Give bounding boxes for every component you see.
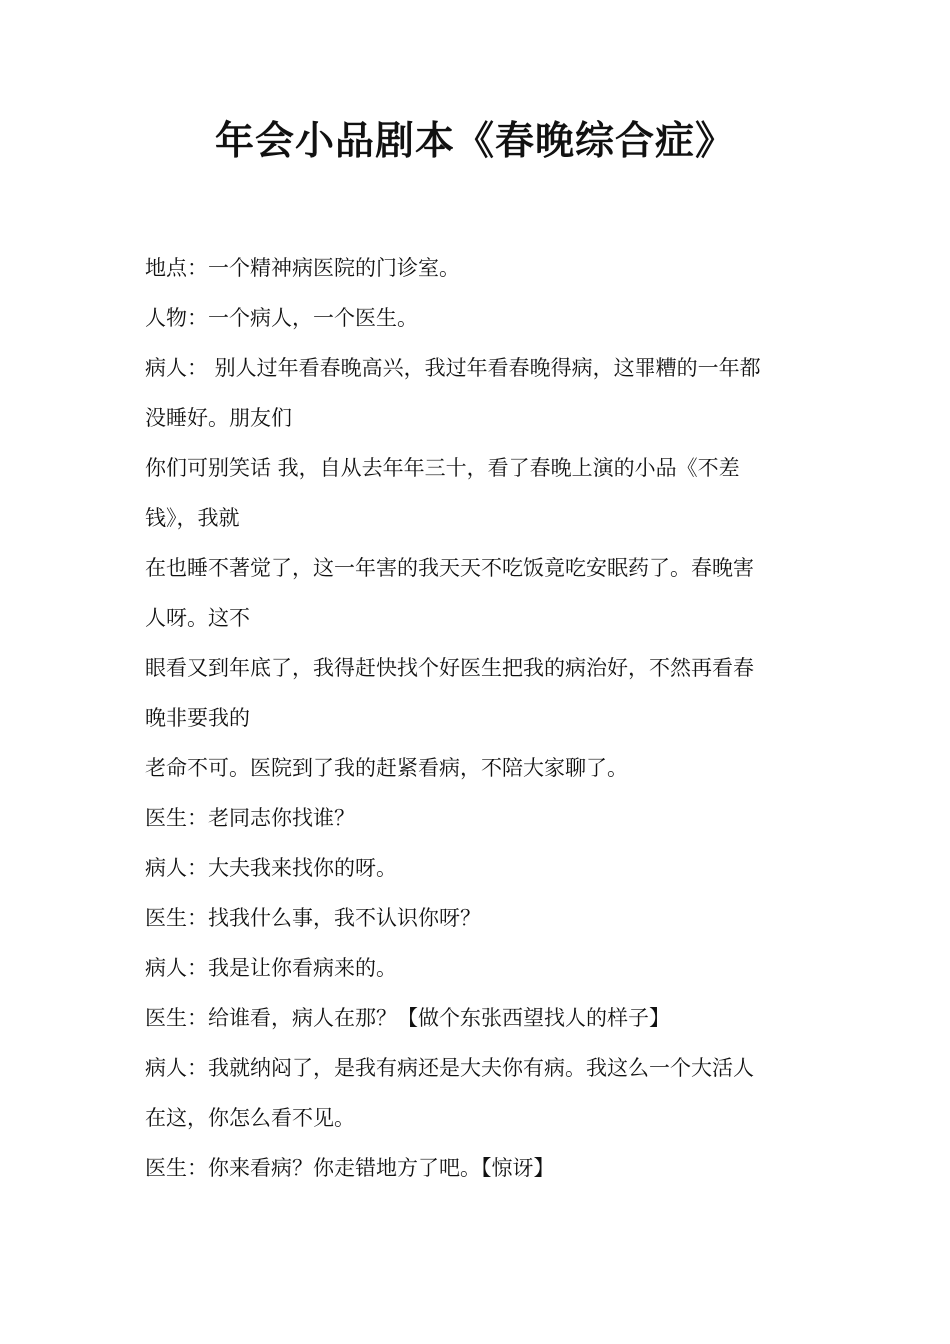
text-line: 你们可别笑话 我，自从去年年三十，看了春晚上演的小品《不差 — [145, 456, 740, 480]
dialogue-line: 病人：我是让你看病来的。 — [145, 956, 397, 980]
text-line-characters: 人物：一个病人，一个医生。 — [145, 306, 418, 330]
text-line: 晚非要我的 — [145, 706, 250, 730]
document-title: 年会小品剧本《春晚综合症》 — [214, 119, 735, 164]
dialogue-line: 病人：我就纳闷了，是我有病还是大夫你有病。我这么一个大活人 — [145, 1056, 754, 1080]
text-line-location: 地点：一个精神病医院的门诊室。 — [145, 256, 460, 280]
document-body — [145, 243, 810, 1193]
text-line: 没睡好。朋友们 — [145, 406, 292, 430]
dialogue-line: 医生：老同志你找谁？ — [145, 806, 355, 830]
text-line: 眼看又到年底了，我得赶快找个好医生把我的病治好，不然再看春 — [145, 656, 754, 680]
dialogue-line: 医生：找我什么事，我不认识你呀？ — [145, 906, 481, 930]
dialogue-line: 医生：你来看病？你走错地方了吧。【惊讶】 — [145, 1156, 555, 1180]
text-line: 病人： 别人过年看春晚高兴，我过年看春晚得病，这罪糟的一年都 — [145, 356, 761, 380]
dialogue-line: 病人：大夫我来找你的呀。 — [145, 856, 397, 880]
text-line: 老命不可。医院到了我的赶紧看病，不陪大家聊了。 — [145, 756, 628, 780]
text-line: 钱》，我就 — [145, 506, 240, 530]
dialogue-line: 在这，你怎么看不见。 — [145, 1106, 355, 1130]
dialogue-line: 医生：给谁看，病人在那？【做个东张西望找人的样子】 — [145, 1006, 670, 1030]
text-line: 在也睡不著觉了，这一年害的我天天不吃饭竟吃安眠药了。春晚害 — [145, 556, 754, 580]
text-line: 人呀。这不 — [145, 606, 250, 630]
